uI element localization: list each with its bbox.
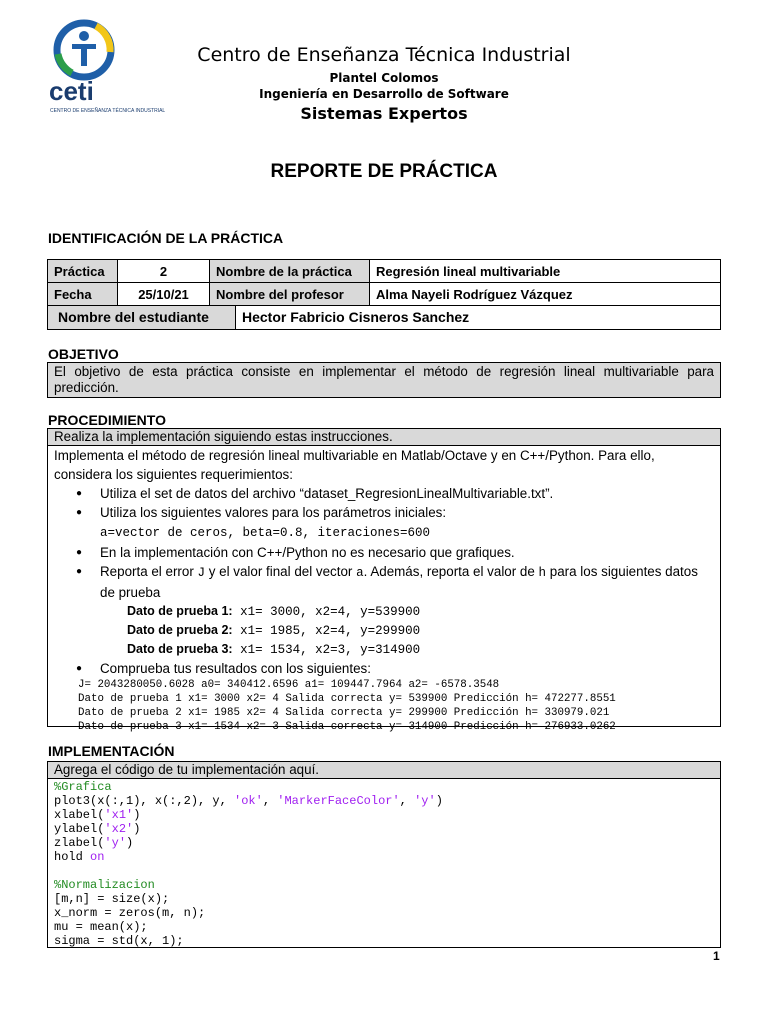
student-row [47,306,721,330]
implementation-heading: IMPLEMENTACIÓN [48,743,175,759]
code-text: zlabel( [54,836,105,850]
procedure-intro: Implementa el método de regresión lineal multivariable en Matlab/Octave y en C++/Python. Para ello, considera los siguientes requerimientos: [54,448,655,482]
requirements-list [76,659,714,678]
procedure-instructions-header: Realiza la implementación siguiendo estas instrucciones. [48,429,720,446]
practice-name-label: Nombre de la práctica [210,260,370,283]
procedure-body [48,446,720,734]
objective-text: El objetivo de esta práctica consiste en implementar el método de regresión lineal multivariable para predicción. [47,362,721,398]
identification-table [47,259,721,306]
expected-result: Dato de prueba 3 x1= 1534 x2= 3 Salida correcta y= 314900 Predicción h= 276933.0262 [78,721,616,733]
code-text: ylabel( [54,822,105,836]
error-symbol: J [197,566,206,580]
report-text-2: y el valor final del vector [205,564,357,579]
expected-result: J= 2043280050.6028 a0= 340412.6596 a1= 109447.7964 a2= -6578.3548 [78,679,500,691]
list-item [76,562,714,602]
test-values: x1= 3000, x2=4, y=539900 [232,605,421,619]
institution-name: Centro de Enseñanza Técnica Industrial [197,44,571,66]
code-comment: %Grafica [54,780,112,794]
test-values: x1= 1534, x2=3, y=314900 [232,643,421,657]
professor-label: Nombre del profesor [210,283,370,306]
student-label: Nombre del estudiante [48,306,236,329]
code-text: , [399,794,415,808]
implementation-box [47,761,721,948]
list-item: ● Comprueba tus resultados con los siguientes: [76,659,714,678]
code-text: x_norm = zeros(m, n); [54,906,206,920]
code-text: plot3(x(:,1), x(:,2), y, [54,794,235,808]
practice-value: 2 [118,260,210,283]
test-data-1 [127,602,714,621]
subject-name: Sistemas Expertos [300,104,468,123]
params-code: a=vector de ceros, beta=0.8, iteraciones=600 [100,526,431,540]
code-string: 'MarkerFaceColor' [277,794,400,808]
logo-wordmark: ceti [49,76,94,106]
table-row [48,283,721,306]
requirements-list [76,484,714,602]
logo-subtext: CENTRO DE ENSEÑANZA TÉCNICA INDUSTRIAL [50,108,166,114]
date-value: 25/10/21 [118,283,210,306]
code-text: xlabel( [54,808,105,822]
code-text: mu = mean(x); [54,920,148,934]
code-string: 'ok' [234,794,263,808]
report-text-3: . Además, reporta el valor de [363,564,539,579]
practice-name-value: Regresión lineal multivariable [370,260,721,283]
code-comment: %Normalizacion [54,878,155,892]
professor-value: Alma Nayeli Rodríguez Vázquez [370,283,721,306]
code-block [48,779,720,949]
procedure-box [47,428,721,733]
report-title: REPORTE DE PRÁCTICA [270,161,498,182]
code-text: sigma = std(x, 1); [54,934,184,948]
code-string: 'y' [414,794,436,808]
expected-result: Dato de prueba 1 x1= 3000 x2= 4 Salida correcta y= 539900 Predicción h= 472277.8551 [78,693,616,705]
list-item [76,503,714,543]
list-item: ● En la implementación con C++/Python no es necesario que grafiques. [76,543,714,562]
code-text: ) [435,794,443,808]
test-label: Dato de prueba 1: [127,604,233,618]
procedure-heading: PROCEDIMIENTO [48,412,166,428]
code-text: [m,n] = size(x); [54,892,170,906]
campus-name: Plantel Colomos [329,71,439,85]
code-text: ) [133,822,141,836]
identification-heading: IDENTIFICACIÓN DE LA PRÁCTICA [48,230,284,246]
code-text: , [262,794,278,808]
page-number: 1 [713,949,720,963]
code-string: 'y' [104,836,127,850]
vector-symbol: a [356,566,364,580]
career-name: Ingeniería en Desarrollo de Software [259,87,509,101]
h-symbol: h [538,566,547,580]
code-string: 'x2' [104,822,134,836]
code-string: 'x1' [104,808,134,822]
code-keyword: on [90,850,105,864]
table-row [48,260,721,283]
code-text: ) [133,808,141,822]
date-label: Fecha [48,283,118,306]
list-item: ● Utiliza el set de datos del archivo “dataset_RegresionLinealMultivariable.txt”. [76,484,714,503]
expected-result: Dato de prueba 2 x1= 1985 x2= 4 Salida correcta y= 299900 Predicción h= 330979.021 [78,707,610,719]
code-text: hold [54,850,91,864]
test-label: Dato de prueba 3: [127,642,233,656]
report-text-4: para los siguientes datos de prueba [100,564,698,600]
student-value: Hector Fabricio Cisneros Sanchez [242,309,470,325]
implementation-header: Agrega el código de tu implementación aquí. [48,762,720,779]
ceti-logo [44,18,166,118]
objective-heading: OBJETIVO [48,346,119,362]
test-data-2 [127,621,714,640]
test-data-3 [127,640,714,659]
code-text: ) [126,836,134,850]
report-text-1: Reporta el error [100,564,198,579]
params-text: Utiliza los siguientes valores para los parámetros iniciales: [100,505,447,520]
test-values: x1= 1985, x2=4, y=299900 [232,624,421,638]
test-label: Dato de prueba 2: [127,623,233,637]
practice-label: Práctica [48,260,118,283]
